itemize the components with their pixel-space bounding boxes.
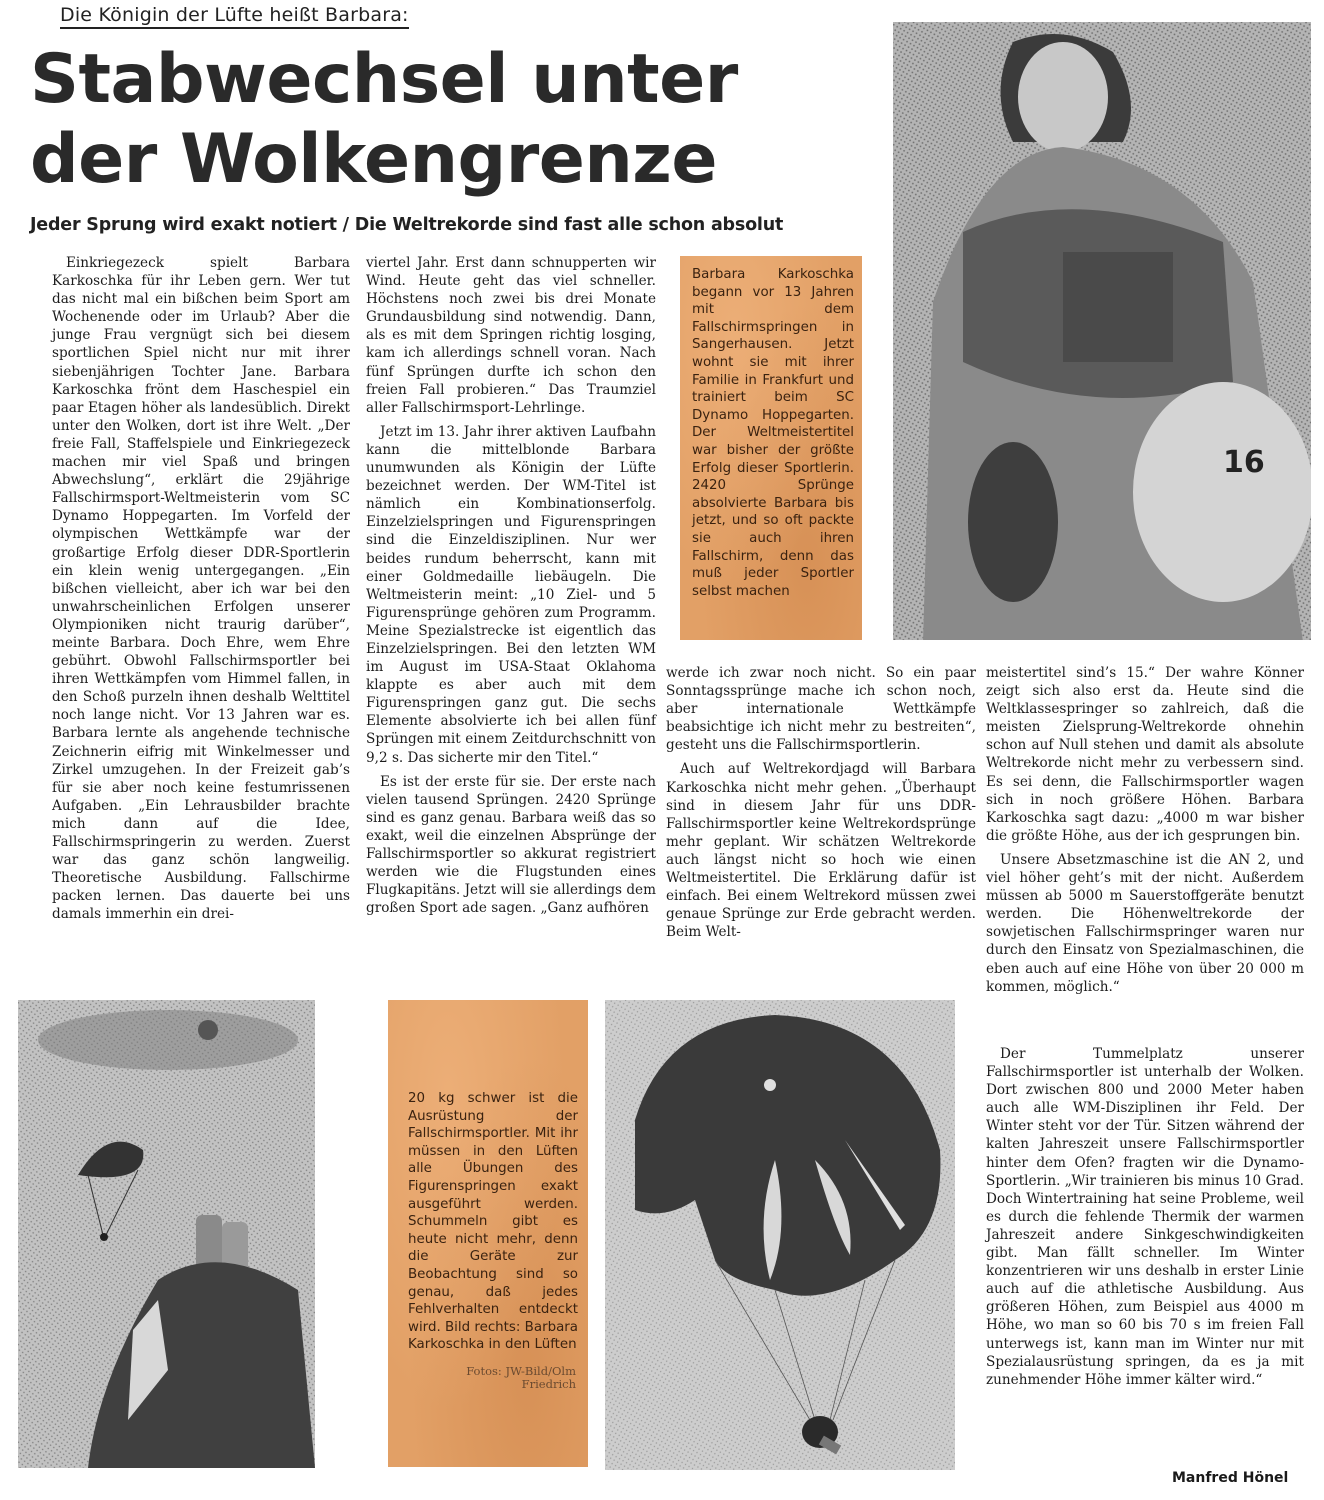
caption-text: Barbara Karkoschka begann vor 13 Jahren mit dem Fallschirmspringen in Sangerhausen. Jetzt wohnt sie mit ihrer Familie in Frankfurt und trainiert beim SC Dynamo Hoppegarten. Der Weltmeistertitel war bisher der größte Erfolg dieser Sportlerin. 2420 Sprünge absolvierte Barbara bis jetzt, und so oft packte sie auch ihren Fallschirm, denn das muß jeder Sportler selbst machen	[692, 267, 854, 599]
byline: Manfred Hönel	[1172, 1470, 1289, 1486]
helmet-number: 16	[1223, 445, 1265, 480]
paragraph: Es ist der erste für sie. Der erste nach vielen tausend Sprüngen. 2420 Sprünge sind es ganz genau. Barbara weiß das so exakt, weil die einzelnen Absprünge der Fallschirmsportler so akkurat registriert werden wie die Flugstunden eines Flugkapitäns. Jetzt will sie allerdings dem großen Sport ade sagen. „Ganz aufhören	[366, 773, 656, 917]
article-column-4	[986, 664, 1304, 1002]
article-column-4-continued	[986, 1045, 1304, 1395]
caption-box-portrait	[680, 256, 862, 640]
paragraph: viertel Jahr. Erst dann schnupperten wir Wind. Heute geht das viel schneller. Höchstens noch zwei bis drei Monate Grundausbildung sind notwendig. Dann, als es mit dem Springen richtig losging, kam ich allerdings schnell voran. Nach fünf Sprüngen durfte ich schon den freien Fall probieren.“ Das Traumziel aller Fallschirmsport-Lehrlinge.	[366, 255, 656, 416]
paragraph: Jetzt im 13. Jahr ihrer aktiven Laufbahn kann die mittelblonde Barbara unumwunden als Königin der Lüfte bezeichnet werden. Der WM-Titel ist nämlich ein Kombinationserfolg. Einzelzielspringen und Figurenspringen sind die Einzeldisziplinen. Nur wer beides rundum beherrscht, kann mit einer Goldmedaille liebäugeln. Die Weltmeisterin meint: „10 Ziel- und 5 Figurensprünge gehören zum Programm. Meine Spezialstrecke ist eigentlich das Einzelzielspringen. Bei den letzten WM im August im USA-Staat Oklahoma klappte es aber auch mit dem Figurenspringen ganz gut. Die sechs Elemente absolvierte ich bei allen fünf Sprüngen mit einem Zeitdurchschnitt von 9,2 s. Das sicherte mir den Titel.“	[366, 423, 656, 766]
paragraph: Einkriegezeck spielt Barbara Karkoschka für ihr Leben gern. Wer tut das nicht mal ein bißchen beim Sport am Wochenende oder im Urlaub? Aber die junge Frau vergnügt sich bei diesem sportlichen Spiel nicht nur mit ihrer siebenjährigen Tochter Jane. Barbara Karkoschka frönt dem Haschespiel ein paar Etagen höher als landesüblich. Direkt unter den Wolken, dort ist ihre Welt. „Der freie Fall, Staffelspiele und Einkriegezeck machen mir viel Spaß und bringen Abwechslung“, erklärt die 29jährige Fallschirmsport-Weltmeisterin vom SC Dynamo Hoppegarten. Im Vorfeld der olympischen Wettkämpfe war der großartige Erfolg dieser DDR-Sportlerin ein klein wenig untergegangen. „Ein bißchen vielleicht, aber ich war bei den unwahrscheinlichen Erfolgen unserer Olympioniken nicht traurig darüber“, meinte Barbara. Doch Ehre, wem Ehre gebührt. Obwohl Fallschirmsportler bei ihren Wettkämpfen vom Himmel fallen, in den Schoß purzeln ihnen deshalb Welttitel noch lange nicht. Vor 13 Jahren war es. Barbara lernte als angehende technische Zeichnerin eifrig mit Winkelmesser und Zirkel umzugehen. In der Freizeit gab’s für sie aber noch keine festumrissenen Aufgaben. „Ein Lehrausbilder brachte mich dann auf die Idee, Fallschirmspringerin zu werden. Zuerst war das ganz schön langweilig. Theoretische Ausbildung. Fallschirme packen lernen. Das dauerte bei uns damals immerhin ein drei-	[52, 255, 350, 923]
headline-line-1: Stabwechsel unter	[30, 40, 738, 119]
photo-observer-binoculars	[18, 1000, 315, 1468]
caption-box-equipment	[388, 1000, 588, 1467]
photo-credit	[406, 1365, 576, 1391]
caption-text: 20 kg schwer ist die Ausrüstung der Fallschirmsportler. Mit ihr müssen in den Lüften alle Übungen des Figurenspringen exakt ausgeführt werden. Schummeln gibt es heute nicht mehr, denn die Geräte zur Beobachtung sind so genau, daß jedes Fehlverhalten entdeckt wird. Bild rechts: Barbara Karkoschka in den Lüften	[408, 1091, 578, 1353]
subheadline: Jeder Sprung wird exakt notiert / Die Weltrekorde sind fast alle schon absolut	[30, 215, 784, 235]
paragraph: Auch auf Weltrekordjagd will Barbara Karkoschka nicht mehr gehen. „Überhaupt sind in diesem Jahr für uns DDR-Fallschirmsportler keine Weltrekordsprünge mehr geplant. Wir schätzen Weltrekorde auch längst nicht so hoch wie einen Weltmeistertitel. Die Erklärung dafür ist einfach. Bei einem Weltrekord müssen zwei genaue Sprünge zur Erde gebracht werden. Beim Welt-	[666, 761, 976, 941]
article-column-2	[366, 254, 656, 923]
paragraph: meistertitel sind’s 15.“ Der wahre Könner zeigt sich also erst da. Heute sind die Weltklassespringer so zahlreich, daß die meisten Zielsprung-Weltrekorde ohnehin schon auf Null stehen und damit als absolute Weltrekorde nicht mehr zu verbessern sind. Es sei denn, die Fallschirmsportler wagen sich in noch größere Höhen. Barbara Karkoschka sagt dazu: „4000 m war bisher die größte Höhe, aus der ich gesprungen bin.	[986, 665, 1304, 844]
observer-image	[18, 1000, 315, 1468]
photo-parachutist-portrait	[893, 22, 1311, 640]
article-column-3	[666, 664, 976, 947]
binocular-left	[196, 1215, 222, 1270]
photo-parachute-canopy	[605, 1000, 955, 1470]
kicker: Die Königin der Lüfte heißt Barbara:	[60, 4, 409, 29]
article-column-1	[52, 254, 350, 929]
paragraph: Der Tummelplatz unserer Fallschirmsportler ist unterhalb der Wolken. Dort zwischen 800 und 2000 Meter haben auch alle WM-Disziplinen ihr Feld. Der Winter steht vor der Tür. Sitzen während der kalten Jahreszeit unsere Fallschirmsportler hinter dem Ofen? fragten wir die Dynamo-Sportlerin. „Wir trainieren bis minus 10 Grad. Doch Wintertraining hat seine Probleme, weil es durch die fehlende Thermik der warmen Jahreszeit andere Sinkgeschwindigkeiten gibt. Man fällt schneller. Im Winter konzentrieren wir uns deshalb in erster Linie auch auf die athletische Ausbildung. Aus größeren Höhen, zum Beispiel aus 4000 m Höhe, wo man so 60 bis 70 s im freien Fall unterwegs ist, kann man im Winter nur mit Spezialausrüstung springen, da es ja mit zunehmender Höhe immer kälter wird.“	[986, 1046, 1304, 1388]
photo-credit-line-1: Fotos: JW-Bild/Olm	[466, 1364, 576, 1378]
paragraph: Unsere Absetzmaschine ist die AN 2, und viel höher geht’s mit der nicht. Außerdem müssen ab 5000 m Sauerstoffgeräte benutzt werden. Die Höhenweltrekorde der sowjetischen Fallschirmspringer waren nur durch den Einsatz von Spezialmaschinen, die eben auch auf eine Höhe von über 20 000 m kommen, möglich.“	[986, 851, 1304, 995]
headline-line-2: der Wolkengrenze	[30, 120, 717, 199]
paragraph: werde ich zwar noch nicht. So ein paar Sonntagssprünge mache ich schon noch, aber internationale Wettkämpfe beabsichtige ich nicht mehr zu bestreiten“, gesteht uns die Fallschirmsportlerin.	[666, 665, 976, 754]
portrait-image	[893, 22, 1311, 640]
canopy-image	[605, 1000, 955, 1470]
photo-credit-line-2: Friedrich	[521, 1377, 576, 1391]
headline	[30, 40, 738, 200]
